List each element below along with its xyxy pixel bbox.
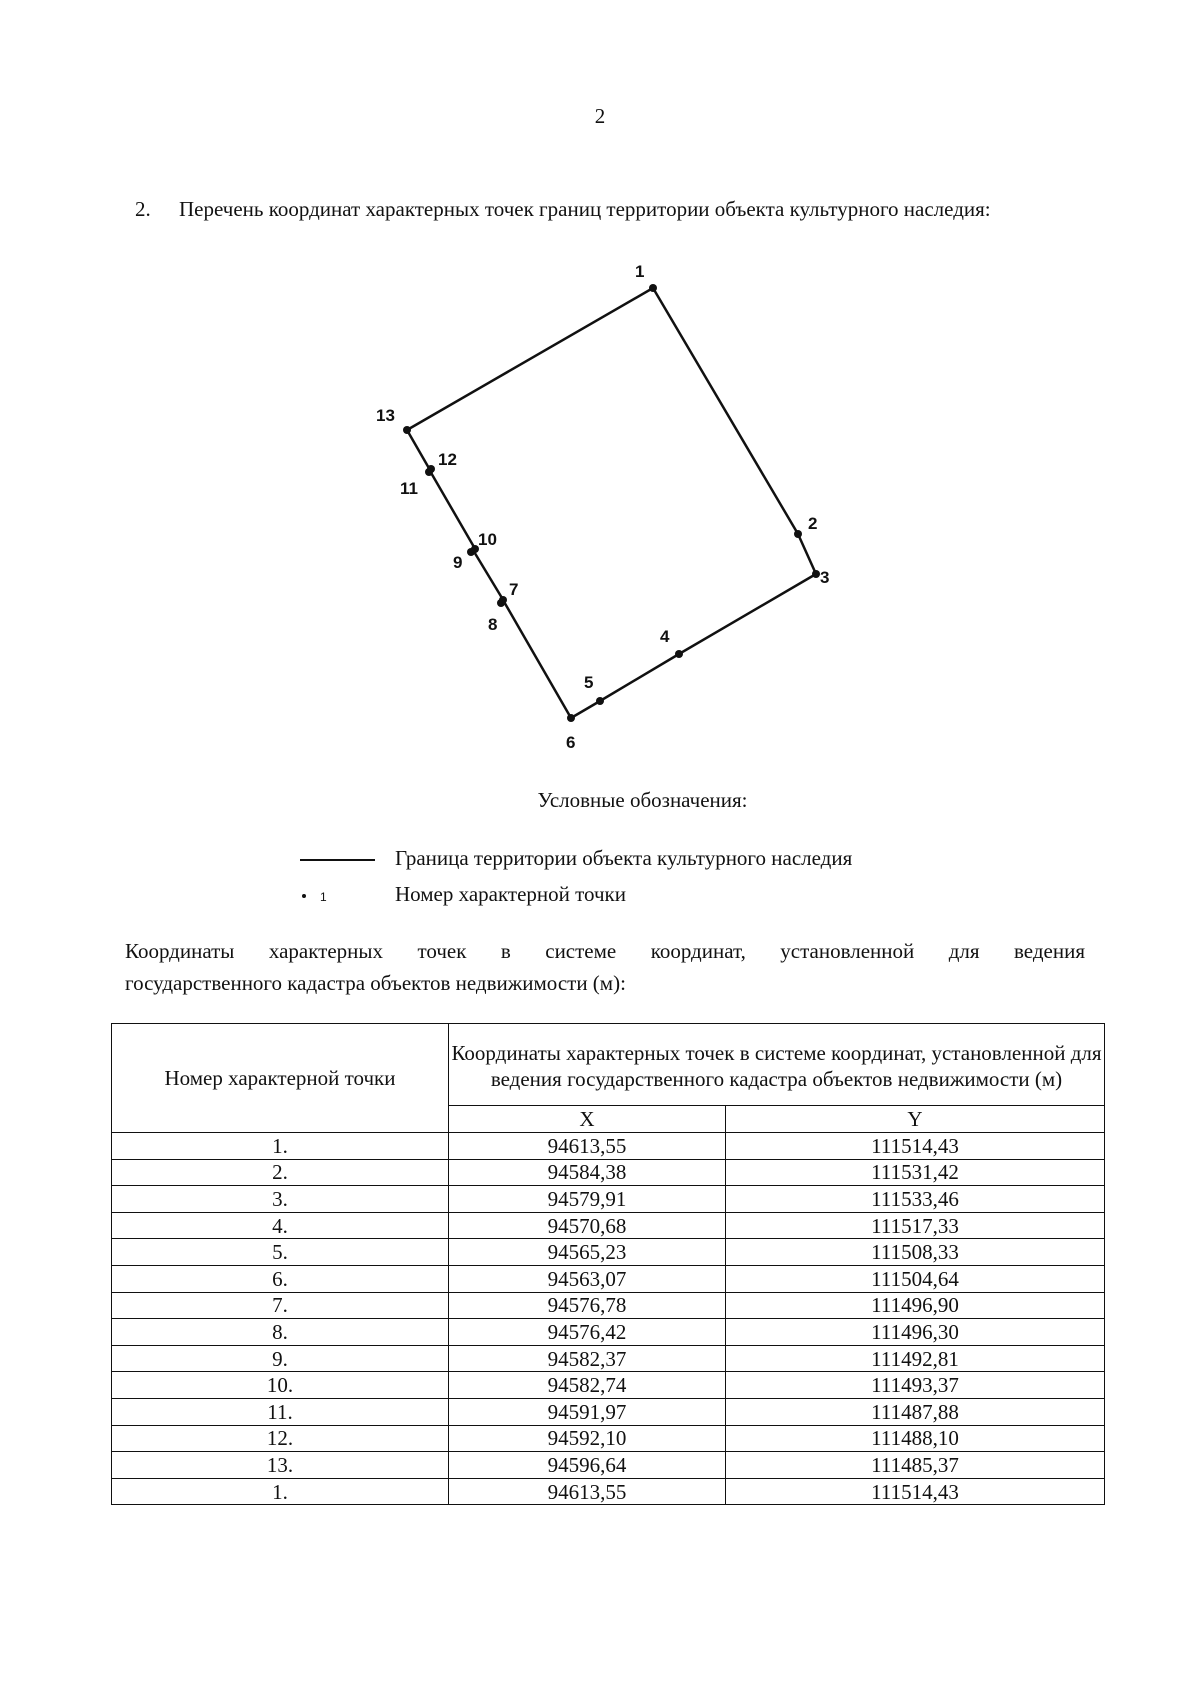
point-marker-5 xyxy=(596,697,604,705)
cell-y: 111485,37 xyxy=(726,1452,1105,1479)
cell-y: 111508,33 xyxy=(726,1239,1105,1266)
point-label-10: 10 xyxy=(478,530,497,549)
cell-x: 94613,55 xyxy=(449,1478,726,1505)
cell-y: 111531,42 xyxy=(726,1159,1105,1186)
table-row xyxy=(112,1398,1105,1425)
cell-point-number: 3. xyxy=(112,1186,449,1213)
table-body xyxy=(112,1133,1105,1505)
intro-paragraph xyxy=(125,935,1085,999)
cell-point-number: 9. xyxy=(112,1345,449,1372)
table-row xyxy=(112,1133,1105,1160)
table-row xyxy=(112,1239,1105,1266)
cell-x: 94613,55 xyxy=(449,1133,726,1160)
boundary-polygon xyxy=(407,288,816,718)
table-row xyxy=(112,1292,1105,1319)
cell-y: 111496,30 xyxy=(726,1319,1105,1346)
point-label-9: 9 xyxy=(453,553,463,572)
cell-point-number: 7. xyxy=(112,1292,449,1319)
cell-x: 94582,74 xyxy=(449,1372,726,1399)
legend-title: Условные обозначения: xyxy=(537,788,748,812)
cell-y: 111504,64 xyxy=(726,1265,1105,1292)
cell-point-number: 6. xyxy=(112,1265,449,1292)
page-number: 2 xyxy=(594,104,606,128)
legend-point xyxy=(300,882,626,907)
legend-dot-icon xyxy=(302,894,306,898)
table-row xyxy=(112,1345,1105,1372)
point-label-13: 13 xyxy=(376,406,395,425)
point-marker-3 xyxy=(812,570,820,578)
point-marker-13 xyxy=(403,426,411,434)
point-label-12: 12 xyxy=(438,450,457,469)
section-title: Перечень координат характерных точек границ территории объекта культурного наследия: xyxy=(179,197,991,221)
point-label-11: 11 xyxy=(400,479,418,498)
table-row xyxy=(112,1159,1105,1186)
legend-point-label: Номер характерной точки xyxy=(395,882,626,906)
table-row xyxy=(112,1212,1105,1239)
cell-y: 111487,88 xyxy=(726,1398,1105,1425)
legend-boundary xyxy=(300,846,852,871)
point-label-4: 4 xyxy=(660,627,670,646)
cell-x: 94576,78 xyxy=(449,1292,726,1319)
table-row xyxy=(112,1425,1105,1452)
cell-y: 111533,46 xyxy=(726,1186,1105,1213)
legend-point-symbol xyxy=(300,886,395,906)
cell-point-number: 13. xyxy=(112,1452,449,1479)
cell-point-number: 5. xyxy=(112,1239,449,1266)
cell-y: 111514,43 xyxy=(726,1478,1105,1505)
point-marker-12 xyxy=(427,465,435,473)
cell-point-number: 2. xyxy=(112,1159,449,1186)
point-label-1: 1 xyxy=(635,262,645,281)
point-markers xyxy=(403,284,820,722)
point-label-2: 2 xyxy=(808,514,818,533)
cell-y: 111493,37 xyxy=(726,1372,1105,1399)
cell-x: 94584,38 xyxy=(449,1159,726,1186)
cell-x: 94570,68 xyxy=(449,1212,726,1239)
cell-point-number: 12. xyxy=(112,1425,449,1452)
cell-point-number: 1. xyxy=(112,1478,449,1505)
cell-y: 111492,81 xyxy=(726,1345,1105,1372)
legend-boundary-label: Граница территории объекта культурного наследия xyxy=(395,846,853,870)
point-label-3: 3 xyxy=(820,568,830,587)
cell-point-number: 8. xyxy=(112,1319,449,1346)
table-row xyxy=(112,1452,1105,1479)
table-row xyxy=(112,1186,1105,1213)
boundary-diagram xyxy=(0,0,1200,780)
point-label-7: 7 xyxy=(509,580,519,599)
table-row xyxy=(112,1478,1105,1505)
point-marker-1 xyxy=(649,284,657,292)
table-row xyxy=(112,1319,1105,1346)
intro-line-1: Координаты характерных точек в системе координат, установленной для ведения xyxy=(125,939,1085,963)
legend-line-symbol xyxy=(300,850,395,870)
cell-point-number: 1. xyxy=(112,1133,449,1160)
cell-point-number: 11. xyxy=(112,1398,449,1425)
point-marker-6 xyxy=(567,714,575,722)
coordinates-table xyxy=(111,1023,1105,1505)
legend-point-number: 1 xyxy=(320,890,327,905)
intro-line-2: государственного кадастра объектов недвижимости (м): xyxy=(125,971,626,995)
cell-x: 94563,07 xyxy=(449,1265,726,1292)
table-row xyxy=(112,1265,1105,1292)
point-marker-8 xyxy=(497,599,505,607)
cell-y: 111514,43 xyxy=(726,1133,1105,1160)
section-number: 2. xyxy=(135,197,151,221)
point-marker-4 xyxy=(675,650,683,658)
cell-x: 94596,64 xyxy=(449,1452,726,1479)
point-label-6: 6 xyxy=(566,733,576,752)
header-x: X xyxy=(449,1106,726,1133)
cell-x: 94592,10 xyxy=(449,1425,726,1452)
cell-x: 94565,23 xyxy=(449,1239,726,1266)
cell-x: 94582,37 xyxy=(449,1345,726,1372)
cell-y: 111517,33 xyxy=(726,1212,1105,1239)
table-row xyxy=(112,1372,1105,1399)
point-label-8: 8 xyxy=(488,615,498,634)
cell-y: 111496,90 xyxy=(726,1292,1105,1319)
point-label-5: 5 xyxy=(584,673,594,692)
point-marker-2 xyxy=(794,530,802,538)
header-point-number: Номер характерной точки xyxy=(112,1024,449,1133)
cell-x: 94591,97 xyxy=(449,1398,726,1425)
header-y: Y xyxy=(726,1106,1105,1133)
cell-y: 111488,10 xyxy=(726,1425,1105,1452)
header-coordinates: Координаты характерных точек в системе координат, установленной для ведения государственного кадастра объектов недвижимости (м) xyxy=(449,1024,1105,1106)
cell-x: 94576,42 xyxy=(449,1319,726,1346)
cell-point-number: 10. xyxy=(112,1372,449,1399)
cell-x: 94579,91 xyxy=(449,1186,726,1213)
cell-point-number: 4. xyxy=(112,1212,449,1239)
